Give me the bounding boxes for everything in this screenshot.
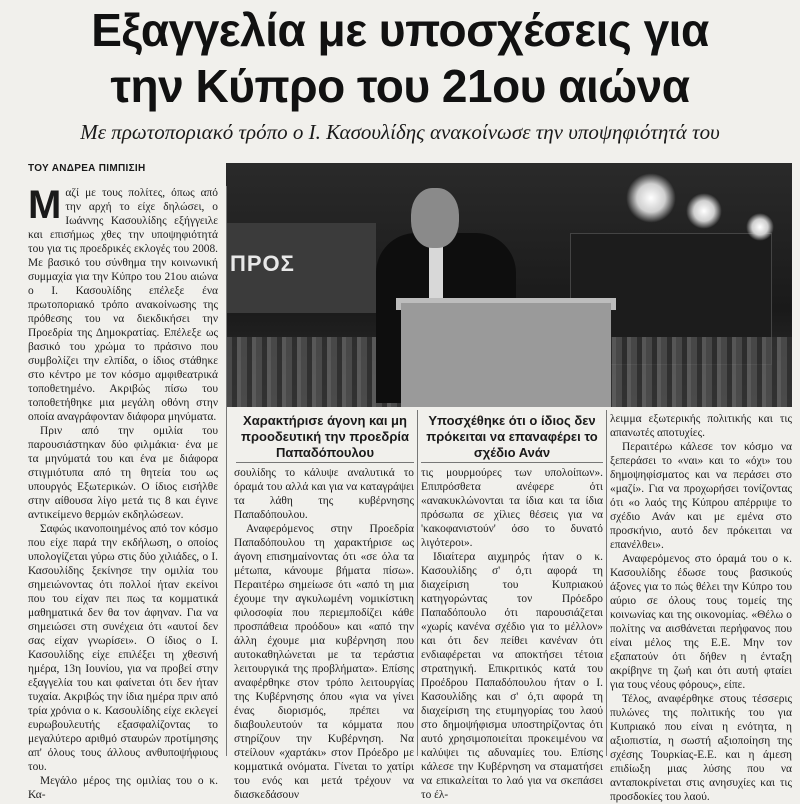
paragraph: τις μουρμούρες των υπολοίπων». Επιπρόσθετα ανέφερε ότι «ανακυκλώνονται τα ίδια και τα ίδια πρόσωπα σε χίλιες θέσεις για να 'κακοφανιστούν' όσο το δυνατό λιγότεροι».: [421, 467, 603, 549]
photo-speaker-head: [411, 188, 459, 248]
paragraph: Τέλος, αναφέρθηκε στους τέσσερις πυλώνες της πολιτικής του για Κυπριακό που είναι η ενότητα, η αξιοπιστία, η σωστή αξιοποίηση της σχέσης Τουρκίας-Ε.Ε. και η άμεση επιδίωξη μιας λύσης που να ανταποκρίνεται στις ανησυχίες και τις προσδοκίες του λαού.: [610, 693, 792, 803]
paragraph: [28, 183, 218, 424]
paragraph: Αναφερόμενος στην Προεδρία Παπαδόπουλου τη χαρακτήρισε ως άγονη επισημαίνοντας ότι «σε όλα τα μέτωπα, κάνουμε βήματα πίσω». Περαιτέρω σημείωσε ότι «από τη μια έχουμε την αγκυλωμένη νομικίστικη φιλοσοφία που περιεμποδίζει κάθε προσπάθεια προόδου» και «από την άλλη έχουμε μια κυβέρνηση που αυτοκαθηλώνεται με τα τεράστια λειτουργικά της προβλήματα». Επίσης αναφέρθηκε στον τρόπο λειτουργίας της Κυβέρνησης όπου «για να γίνει ένας διορισμός, πρέπει να διαβουλευτούν τα κόμματα που στηρίζουν την Κυβέρνηση. Να στείλουν «χαρτάκι» στον Πρόεδρο με κομματικά ονόματα. Γίνεται το χατίρι του ενός και μετά τρέχουν να διασκεδάσουν: [234, 523, 414, 801]
paragraph: λειμμα εξωτερικής πολιτικής και τις απανωτές αποτυχίες.: [610, 413, 792, 439]
article-column-3: [421, 466, 603, 801]
article-column-4: [610, 412, 792, 803]
photo-banner-text: ΠΡΟΣ: [230, 251, 295, 276]
byline: ΤΟΥ ΑΝΔΡΕΑ ΠΙΜΠΙΣΙΗ: [28, 163, 146, 174]
dropcap: Μ: [28, 183, 62, 227]
pullquote-1: Χαρακτήρισε άγονη και μη προοδευτική την προεδρία Παπαδόπουλου: [241, 413, 409, 460]
paragraph: Μεγάλο μέρος της ομιλίας του ο κ. Κα-: [28, 775, 218, 801]
article-column-2: [234, 466, 414, 801]
paragraph: Πριν από την ομιλία του παρουσιάστηκαν δύο φιλμάκια· ένα με τα μηνύματά του και ένα με διάφορα στιγμιότυπα από τη θητεία του ως υπουργός Εξωτερικών. Ο ίδιος εισήλθε στην αίθουσα λίγο μετά τις 8 και έγινε αντικείμενο θερμών εκδηλώσεων.: [28, 425, 218, 521]
pullquote-underline: [421, 462, 603, 463]
column-rule: [226, 186, 227, 756]
paragraph: Ιδιαίτερα αιχμηρός ήταν ο κ. Κασουλίδης σ' ό,τι αφορά τη διαχείριση του Κυπριακού κατηγορώντας τον Πρόεδρο Παπαδόπουλο ότι παρουσιάζεται «χωρίς κανένα σχέδιο για το μέλλον» και ότι δεν πείθει κανέναν ότι ενδιαφέρεται να αποκτήσει τέτοια στρατηγική. Επικριτικός κατά του Προέδρου Παπαδόπουλου ήταν ο Ι. Κασουλίδης και σ' ό,τι αφορά τη διαχείριση της ετυμηγορίας του λαού στο δημοψήφισμα υποστηρίζοντας ότι αυτό χρησιμοποιείται προκειμένου να καλύψει τις αδυναμίες του. Επίσης κάλεσε την Κυβέρνηση να σταματήσει να επικαλείται το λαό για να σκεπάσει το έλ-: [421, 551, 603, 801]
column-rule: [606, 410, 607, 756]
photo-stage-light: [626, 173, 676, 223]
column-rule: [417, 410, 418, 756]
photo-podium: [401, 303, 611, 407]
headline-line-2: την Κύπρο του 21ου αιώνα: [110, 60, 690, 112]
article-photo: [226, 163, 792, 407]
pullquote-underline: [236, 462, 414, 463]
paragraph: Αναφερόμενος στο όραμά του ο κ. Κασουλίδης έδωσε τους βασικούς άξονες για το πώς θέλει την Κύπρο του αύριο σε όλους τους τομείς της κοινωνίας και της οικονομίας. «Θέλω ο πολίτης να αισθάνεται περήφανος που είναι μέλος της Ε.Ε. Μην τον εξαπατούν ότι δήθεν η ένταξη ακρίβηνε τη ζωή και ότι αυτή φταίει για τους νέους φόρους», είπε.: [610, 553, 792, 691]
headline: [0, 0, 800, 114]
photo-stage-light: [746, 213, 774, 241]
headline-line-1: Εξαγγελία με υποσχέσεις για: [91, 4, 709, 56]
paragraph: σουλίδης το κάλυψε αναλυτικά το όραμά του αλλά και για να καταγράψει τα λάθη της κυβέρνησης Παπαδόπουλου.: [234, 467, 414, 521]
paragraph: Σαφώς ικανοποιημένος από τον κόσμο που είχε παρά την εκδήλωση, ο οποίος υπολογίζεται γύρω στις δύο χιλιάδες, ο Ι. Κασουλίδης ξεκίνησε την ομιλία του σημειώνοντας ότι πολλοί ήταν εκείνοι που του είχαν πει πως τα κομματικά μαθηματικά δεν θα τον άφηναν. Για να σημειώσει στη συνέχεια ότι «αυτοί δεν σας είχαν γνωρίσει». Ο ίδιος ο Ι. Κασουλίδης είχε επιλέξει τη χθεσινή ημέρα, 13η Ιουνίου, για να προβεί στην εξαγγελία του και φαίνεται ότι δεν ήταν τυχαία. Ακριβώς την ίδια ημέρα πριν από τρία χρόνια ο κ. Κασουλίδης είχε εκλεγεί ευρωβουλευτής εξασφαλίζοντας το μεγαλύτερο αριθμό σταυρών προτίμησης απ' όλους τους άλλους ανθυποψήφιους του.: [28, 523, 218, 773]
pullquote-2: Υποσχέθηκε ότι ο ίδιος δεν πρόκειται να επαναφέρει το σχέδιο Ανάν: [426, 413, 598, 460]
photo-stage-light: [686, 193, 722, 229]
subheadline: Με πρωτοποριακό τρόπο ο Ι. Κασουλίδης ανακοίνωσε την υποψηφιότητά του: [80, 120, 720, 144]
paragraph-text: αζί με τους πολίτες, όπως από την αρχή το είχε δηλώσει, ο Ιωάννης Κασουλίδης εξήγγειλε και επισήμως χθες την υποψηφιότητά του για τις προεδρικές εκλογές του 2008. Με βασικό του σύνθημα την κοινωνική συμμαχία για την Κύπρο του 21ου αιώνα ο Ι. Κασουλίδης επέλεξε ένα πρωτοποριακό τρόπο ανακοίνωσης της πρόθεσης του να διεκδικήσει την Προεδρία της Δημοκρατίας. Επέλεξε ως βασικό του χρώμα το πράσινο που συμβολίζει την ελπίδα, ο ίδιος στάθηκε στο κέντρο με τον κόσμο αμφιθεατρικά τοποθετημένο. Ακριβώς πίσω του τοποθετήθηκε μια μεγάλη οθόνη στην οποία αναγράφονταν διάφορα μηνύματα.: [28, 187, 218, 423]
article-column-1: [28, 183, 218, 801]
paragraph: Περαιτέρω κάλεσε τον κόσμο να ξεπεράσει το «ναι» και το «όχι» του δημοψηφίσματος και να περάσει στο «μαζί». Για να προχωρήσει τονίζοντας ότι «ο λαός της Κύπρου απέρριψε το σχέδιο Ανάν και με εμένα στο προσκήνιο, αυτό δεν πρόκειται να επανέλθει».: [610, 441, 792, 551]
